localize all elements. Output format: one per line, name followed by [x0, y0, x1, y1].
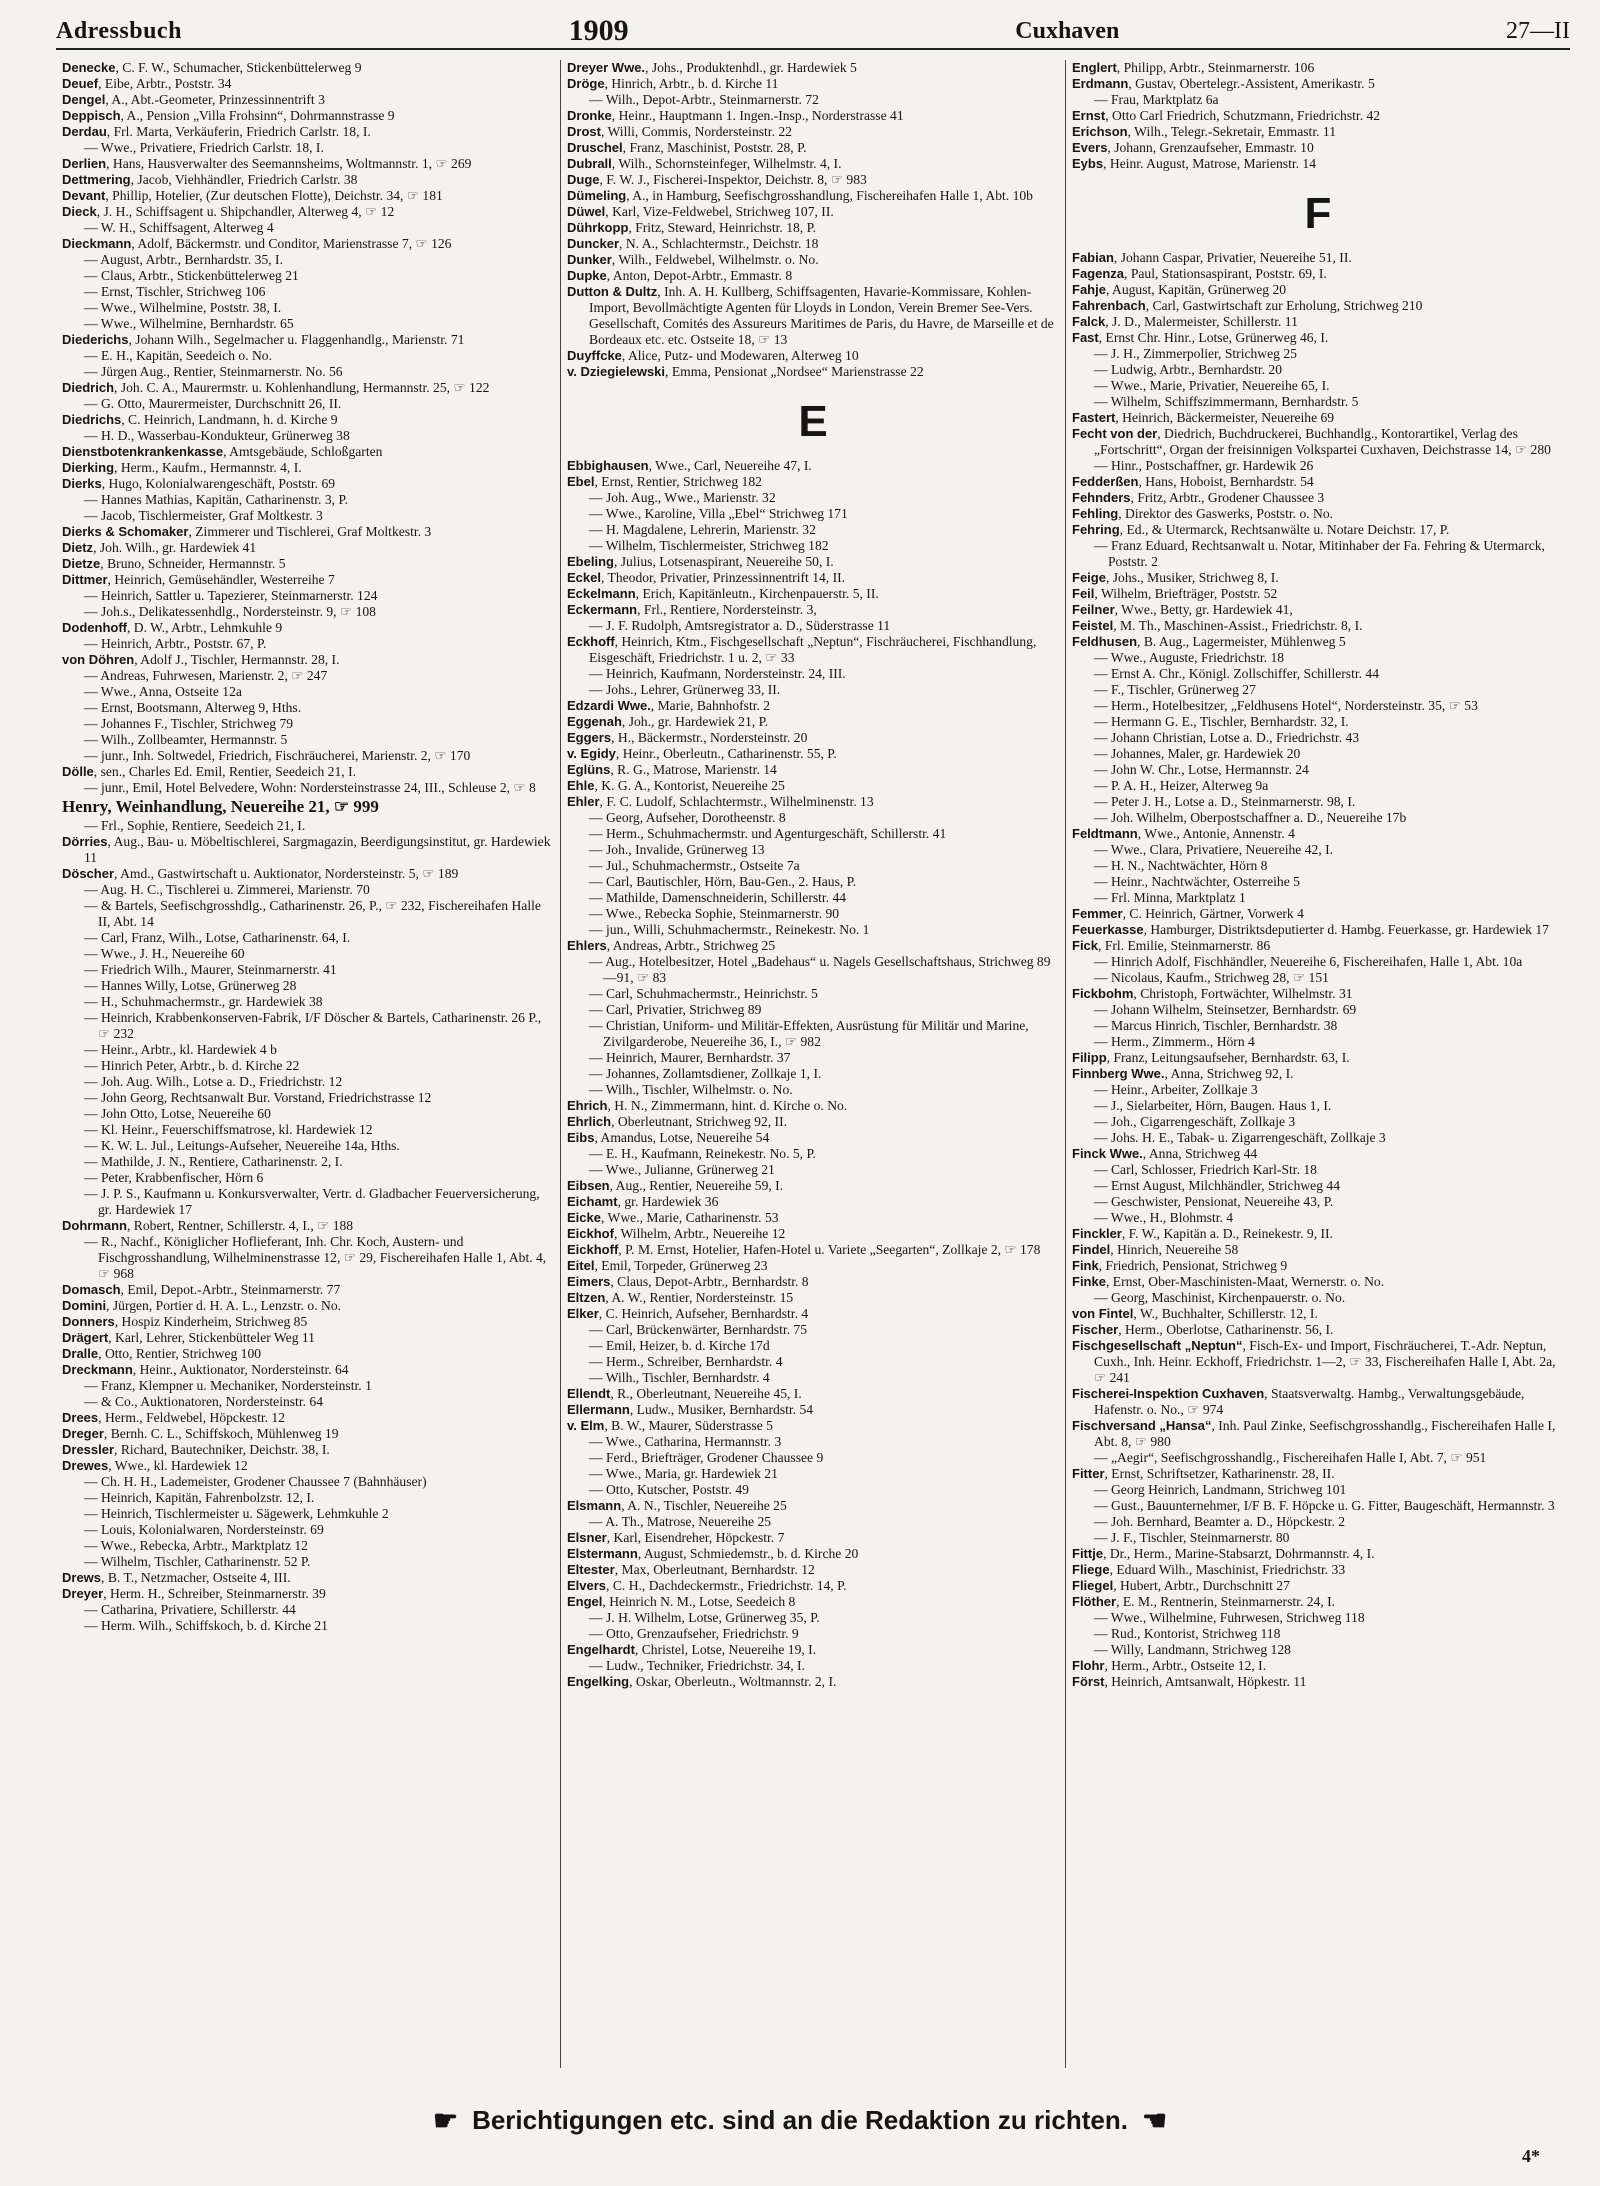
directory-entry: Elsner, Karl, Eisendreher, Höpckestr. 7	[567, 1530, 785, 1545]
directory-entry: Dörries, Aug., Bau- u. Möbeltischlerei, Sargmagazin, Beerdigungsinstitut, gr. Hardewiek 11	[62, 834, 551, 865]
directory-entry: Eggers, H., Bäckermstr., Nordersteinstr. 20	[567, 730, 808, 745]
directory-entry: Eggenah, Joh., gr. Hardewiek 21, P.	[567, 714, 769, 729]
directory-entry: Elstermann, August, Schmiedemstr., b. d. Kirche 20	[567, 1546, 859, 1561]
directory-entry: Eibsen, Aug., Rentier, Neuereihe 59, I.	[567, 1178, 784, 1193]
directory-entry: Dienstbotenkrankenkasse, Amtsgebäude, Schloßgarten	[62, 444, 383, 459]
directory-sub-entry: — Heinrich, Krabbenkonserven-Fabrik, I/F Döscher & Bartels, Catharinenstr. 26 P., ☞ 232	[84, 1010, 542, 1041]
directory-sub-entry: — Herm., Schuhmachermstr. und Agenturgeschäft, Schillerstr. 41	[589, 826, 947, 841]
directory-entry: Duncker, N. A., Schlachtermstr., Deichstr. 18	[567, 236, 819, 251]
directory-entry: Eickhof, Wilhelm, Arbtr., Neuereihe 12	[567, 1226, 786, 1241]
columns	[56, 60, 1570, 2068]
directory-sub-entry: — Otto, Grenzaufseher, Friedrichstr. 9	[589, 1626, 799, 1641]
directory-sub-entry: — Wilh., Depot-Arbtr., Steinmarnerstr. 72	[589, 92, 819, 107]
directory-entry: Fliegel, Hubert, Arbtr., Durchschnitt 27	[1072, 1578, 1290, 1593]
directory-entry: Fischgesellschaft „Neptun“, Fisch-Ex- und Import, Fischräucherei, T.-Adr. Neptun, Cuxh., Inh. Heinr. Eckhoff, Friedrichstr. 1—2, ☞ 33, Fischereihafen Halle I, Abt. 2a, ☞ 241	[1072, 1338, 1556, 1385]
directory-entry: Falck, J. D., Malermeister, Schillerstr. 11	[1072, 314, 1298, 329]
directory-sub-entry: — Ernst, Bootsmann, Alterweg 9, Hths.	[84, 700, 302, 715]
directory-entry: v. Dziegielewski, Emma, Pensionat „Nordsee“ Marienstrasse 22	[567, 364, 924, 379]
directory-entry: Finke, Ernst, Ober-Maschinisten-Maat, Wernerstr. o. No.	[1072, 1274, 1385, 1289]
directory-entry: Fischerei-Inspektion Cuxhaven, Staatsverwaltg. Hambg., Verwaltungsgebäude, Hafenstr. o. No., ☞ 974	[1072, 1386, 1525, 1417]
directory-sub-entry: — Hannes Mathias, Kapitän, Catharinenstr. 3, P.	[84, 492, 348, 507]
directory-sub-entry: — A. Th., Matrose, Neuereihe 25	[589, 1514, 772, 1529]
directory-entry: Eltzen, A. W., Rentier, Nordersteinstr. 15	[567, 1290, 794, 1305]
header-city: Cuxhaven	[1015, 17, 1120, 44]
directory-entry: Eimers, Claus, Depot-Arbtr., Bernhardstr. 8	[567, 1274, 809, 1289]
directory-sub-entry: — Carl, Schlosser, Friedrich Karl-Str. 18	[1094, 1162, 1317, 1177]
directory-entry: Fecht von der, Diedrich, Buchdruckerei, Buchhandlg., Kontorartikel, Verlag des „Fortschritt“, Organ der freisinnigen Volkspartei Cuxhaven, Deichstrasse 14, ☞ 280	[1072, 426, 1551, 457]
running-header	[56, 14, 1570, 50]
directory-sub-entry: — Wwe., Privatiere, Friedrich Carlstr. 18, I.	[84, 140, 324, 155]
directory-entry: Flohr, Herm., Arbtr., Ostseite 12, I.	[1072, 1658, 1267, 1673]
directory-entry: Ehle, K. G. A., Kontorist, Neuereihe 25	[567, 778, 785, 793]
directory-sub-entry: — J. F. Rudolph, Amtsregistrator a. D., Süderstrasse 11	[589, 618, 891, 633]
directory-entry: Fitter, Ernst, Schriftsetzer, Katharinenstr. 28, II.	[1072, 1466, 1335, 1481]
directory-sub-entry: — Otto, Kutscher, Poststr. 49	[589, 1482, 749, 1497]
directory-sub-entry: — Gust., Bauunternehmer, I/F B. F. Höpcke u. G. Fitter, Baugeschäft, Hermannstr. 3	[1094, 1498, 1555, 1513]
directory-entry: Domasch, Emil, Depot.-Arbtr., Steinmarnerstr. 77	[62, 1282, 341, 1297]
directory-sub-entry: — J. F., Tischler, Steinmarnerstr. 80	[1094, 1530, 1290, 1545]
directory-entry: Dengel, A., Abt.-Geometer, Prinzessinnentrift 3	[62, 92, 325, 107]
directory-sub-entry: — Joh., Cigarrengeschäft, Zollkaje 3	[1094, 1114, 1296, 1129]
directory-sub-entry: — Wilh., Zollbeamter, Hermannstr. 5	[84, 732, 288, 747]
directory-entry: Druschel, Franz, Maschinist, Poststr. 28, P.	[567, 140, 807, 155]
directory-entry: Denecke, C. F. W., Schumacher, Stickenbüttelerweg 9	[62, 60, 362, 75]
directory-entry: Ebbighausen, Wwe., Carl, Neuereihe 47, I.	[567, 458, 812, 473]
directory-entry: Ehlers, Andreas, Arbtr., Strichweg 25	[567, 938, 776, 953]
directory-entry: Eibs, Amandus, Lotse, Neuereihe 54	[567, 1130, 770, 1145]
directory-entry: Feistel, M. Th., Maschinen-Assist., Friedrichstr. 8, I.	[1072, 618, 1363, 633]
directory-sub-entry: — Wwe., Rebecka, Arbtr., Marktplatz 12	[84, 1538, 308, 1553]
directory-sub-entry: — John Otto, Lotse, Neuereihe 60	[84, 1106, 271, 1121]
directory-sub-entry: — Wwe., Wilhelmine, Fuhrwesen, Strichweg 118	[1094, 1610, 1365, 1625]
directory-entry: Engelhardt, Christel, Lotse, Neuereihe 19, I.	[567, 1642, 817, 1657]
directory-sub-entry: — Mathilde, Damenschneiderin, Schillerstr. 44	[589, 890, 847, 905]
directory-sub-entry: — Wwe., Wilhelmine, Bernhardstr. 65	[84, 316, 294, 331]
directory-entry: Eltester, Max, Oberleutnant, Bernhardstr. 12	[567, 1562, 815, 1577]
directory-entry: Flöther, E. M., Rentnerin, Steinmarnerstr. 24, I.	[1072, 1594, 1336, 1609]
directory-sub-entry: — Herm., Zimmerm., Hörn 4	[1094, 1034, 1255, 1049]
directory-entry: Evers, Johann, Grenzaufseher, Emmastr. 10	[1072, 140, 1314, 155]
directory-sub-entry: — F., Tischler, Grünerweg 27	[1094, 682, 1256, 697]
directory-sub-entry: — G. Otto, Maurermeister, Durchschnitt 26, II.	[84, 396, 342, 411]
directory-sub-entry: — Johannes F., Tischler, Strichweg 79	[84, 716, 294, 731]
directory-sub-entry: — Heinrich, Maurer, Bernhardstr. 37	[589, 1050, 791, 1065]
directory-sub-entry: — Peter, Krabbenfischer, Hörn 6	[84, 1170, 264, 1185]
directory-entry: Drews, B. T., Netzmacher, Ostseite 4, III.	[62, 1570, 291, 1585]
directory-entry: Drost, Willi, Commis, Nordersteinstr. 22	[567, 124, 792, 139]
directory-sub-entry: — John W. Chr., Lotse, Hermannstr. 24	[1094, 762, 1309, 777]
directory-sub-entry: — Wilh., Tischler, Wilhelmstr. o. No.	[589, 1082, 793, 1097]
directory-entry: Drewes, Wwe., kl. Hardewiek 12	[62, 1458, 248, 1473]
directory-sub-entry: — Heinr., Arbtr., kl. Hardewiek 4 b	[84, 1042, 277, 1057]
directory-sub-entry: — Claus, Arbtr., Stickenbüttelerweg 21	[84, 268, 299, 283]
directory-sub-entry: — Wwe., Auguste, Friedrichstr. 18	[1094, 650, 1285, 665]
directory-entry: Ehrlich, Oberleutnant, Strichweg 92, II.	[567, 1114, 787, 1129]
directory-sub-entry: — Heinrich, Sattler u. Tapezierer, Steinmarnerstr. 124	[84, 588, 378, 603]
directory-sub-entry: — Wwe., Rebecka Sophie, Steinmarnerstr. 90	[589, 906, 840, 921]
directory-sub-entry: — Rud., Kontorist, Strichweg 118	[1094, 1626, 1281, 1641]
directory-entry: Dietz, Joh. Wilh., gr. Hardewiek 41	[62, 540, 257, 555]
directory-sub-entry: — Ernst, Tischler, Strichweg 106	[84, 284, 266, 299]
directory-entry: Eckel, Theodor, Privatier, Prinzessinnentrift 14, II.	[567, 570, 846, 585]
directory-sub-entry: — Jacob, Tischlermeister, Graf Moltkestr. 3	[84, 508, 323, 523]
directory-sub-entry: — Georg Heinrich, Landmann, Strichweg 101	[1094, 1482, 1347, 1497]
directory-sub-entry: — Andreas, Fuhrwesen, Marienstr. 2, ☞ 247	[84, 668, 328, 683]
directory-entry: Elsmann, A. N., Tischler, Neuereihe 25	[567, 1498, 787, 1513]
directory-entry: Fischversand „Hansa“, Inh. Paul Zinke, Seefischgrosshandlg., Fischereihafen Halle I, Abt. 8, ☞ 980	[1072, 1418, 1556, 1449]
directory-sub-entry: — Heinrich, Kapitän, Fahrenbolzstr. 12, I.	[84, 1490, 315, 1505]
directory-entry: Fickbohm, Christoph, Fortwächter, Wilhelmstr. 31	[1072, 986, 1353, 1001]
directory-entry: Dronke, Heinr., Hauptmann 1. Ingen.-Insp., Norderstrasse 41	[567, 108, 904, 123]
directory-entry: Feldhusen, B. Aug., Lagermeister, Mühlenweg 5	[1072, 634, 1346, 649]
directory-sub-entry: — Wwe., Wilhelmine, Poststr. 38, I.	[84, 300, 282, 315]
directory-entry: Dettmering, Jacob, Viehhändler, Friedrich Carlstr. 38	[62, 172, 358, 187]
directory-sub-entry: — J. P. S., Kaufmann u. Konkursverwalter, Vertr. d. Gladbacher Feuerversicherung, gr. Hardewiek 17	[84, 1186, 540, 1217]
directory-sub-entry: — Frau, Marktplatz 6a	[1094, 92, 1219, 107]
directory-entry: Erdmann, Gustav, Obertelegr.-Assistent, Amerikastr. 5	[1072, 76, 1375, 91]
column-2	[560, 60, 1065, 2068]
directory-sub-entry: — Herm., Schreiber, Bernhardstr. 4	[589, 1354, 783, 1369]
directory-entry: Fabian, Johann Caspar, Privatier, Neuereihe 51, II.	[1072, 250, 1352, 265]
directory-entry: Dunker, Wilh., Feldwebel, Wilhelmstr. o. No.	[567, 252, 819, 267]
directory-sub-entry: — H., Schuhmachermstr., gr. Hardewiek 38	[84, 994, 323, 1009]
directory-sub-entry: — Jul., Schuhmachermstr., Ostseite 7a	[589, 858, 800, 873]
directory-entry: Eichamt, gr. Hardewiek 36	[567, 1194, 719, 1209]
directory-sub-entry: — Wwe., Clara, Privatiere, Neuereihe 42, I.	[1094, 842, 1334, 857]
directory-sub-entry: — Wilhelm, Tischler, Catharinenstr. 52 P.	[84, 1554, 311, 1569]
directory-sub-entry: — Ernst August, Milchhändler, Strichweg 44	[1094, 1178, 1341, 1193]
directory-entry: Dreyer, Herm. H., Schreiber, Steinmarnerstr. 39	[62, 1586, 326, 1601]
directory-sub-entry: — Herm., Hotelbesitzer, „Feldhusens Hotel“, Nordersteinstr. 35, ☞ 53	[1094, 698, 1478, 713]
directory-entry: Fittje, Dr., Herm., Marine-Stabsarzt, Dohrmannstr. 4, I.	[1072, 1546, 1375, 1561]
directory-sub-entry: — Franz, Klempner u. Mechaniker, Nordersteinstr. 1	[84, 1378, 372, 1393]
column-3	[1065, 60, 1570, 2068]
directory-sub-entry: — Carl, Schuhmachermstr., Heinrichstr. 5	[589, 986, 818, 1001]
footer-note	[0, 2100, 1600, 2140]
directory-entry: Feldtmann, Wwe., Antonie, Annenstr. 4	[1072, 826, 1295, 841]
directory-entry: Dietze, Bruno, Schneider, Hermannstr. 5	[62, 556, 286, 571]
directory-entry: Ehler, F. C. Ludolf, Schlachtermstr., Wilhelminenstr. 13	[567, 794, 874, 809]
directory-entry: Erichson, Wilh., Telegr.-Sekretair, Emmastr. 11	[1072, 124, 1336, 139]
directory-sub-entry: — Johann Christian, Lotse a. D., Friedrichstr. 43	[1094, 730, 1360, 745]
directory-sub-entry: — Frl. Minna, Marktplatz 1	[1094, 890, 1246, 905]
directory-sub-entry: — Joh. Bernhard, Beamter a. D., Höpckestr. 2	[1094, 1514, 1346, 1529]
directory-entry: Elvers, C. H., Dachdeckermstr., Friedrichstr. 14, P.	[567, 1578, 847, 1593]
directory-entry: Ellermann, Ludw., Musiker, Bernhardstr. 54	[567, 1402, 814, 1417]
directory-entry: Finck Wwe., Anna, Strichweg 44	[1072, 1146, 1258, 1161]
directory-sub-entry: — Carl, Privatier, Strichweg 89	[589, 1002, 762, 1017]
directory-entry: Deppisch, A., Pension „Villa Frohsinn“, Dohrmannstrasse 9	[62, 108, 395, 123]
directory-sub-entry: — Ferd., Briefträger, Grodener Chaussee 9	[589, 1450, 824, 1465]
directory-sub-entry: — Wwe., Maria, gr. Hardewiek 21	[589, 1466, 778, 1481]
directory-sub-entry: — Wilh., Tischler, Bernhardstr. 4	[589, 1370, 770, 1385]
directory-entry: Först, Heinrich, Amtsanwalt, Höpkestr. 11	[1072, 1674, 1307, 1689]
directory-sub-entry: — Hinrich Peter, Arbtr., b. d. Kirche 22	[84, 1058, 300, 1073]
directory-entry: Dröge, Hinrich, Arbtr., b. d. Kirche 11	[567, 76, 779, 91]
directory-entry: Dodenhoff, D. W., Arbtr., Lehmkuhle 9	[62, 620, 283, 635]
directory-sub-entry: — Johannes, Zollamtsdiener, Zollkaje 1, I.	[589, 1066, 822, 1081]
directory-sub-entry: — „Aegir“, Seefischgrosshandlg., Fischereihafen Halle I, Abt. 7, ☞ 951	[1094, 1450, 1487, 1465]
directory-sub-entry: — Hermann G. E., Tischler, Bernhardstr. 32, I.	[1094, 714, 1349, 729]
directory-entry: Fehring, Ed., & Utermarck, Rechtsanwälte u. Notare Deichstr. 17, P.	[1072, 522, 1450, 537]
directory-sub-entry: — Joh. Wilhelm, Oberpostschaffner a. D., Neuereihe 17b	[1094, 810, 1407, 825]
directory-sub-entry: — Wwe., J. H., Neuereihe 60	[84, 946, 245, 961]
directory-entry: Findel, Hinrich, Neuereihe 58	[1072, 1242, 1239, 1257]
directory-sub-entry: — Joh.s., Delikatessenhdlg., Nordersteinstr. 9, ☞ 108	[84, 604, 376, 619]
directory-entry: Feil, Wilhelm, Briefträger, Poststr. 52	[1072, 586, 1278, 601]
directory-entry: Donners, Hospiz Kinderheim, Strichweg 85	[62, 1314, 308, 1329]
pointing-hand-left-icon: ☚	[1141, 2104, 1168, 2136]
directory-entry: Drees, Herm., Feldwebel, Höpckestr. 12	[62, 1410, 286, 1425]
directory-entry: Ebeling, Julius, Lotsenaspirant, Neuereihe 50, I.	[567, 554, 834, 569]
directory-entry: Edzardi Wwe., Marie, Bahnhofstr. 2	[567, 698, 771, 713]
directory-sub-entry: — jun., Willi, Schuhmachermstr., Reinekestr. No. 1	[589, 922, 870, 937]
directory-sub-entry: — Heinrich, Arbtr., Poststr. 67, P.	[84, 636, 267, 651]
directory-entry: Drägert, Karl, Lehrer, Stickenbütteler Weg 11	[62, 1330, 315, 1345]
directory-entry: Dubrall, Wilh., Schornsteinfeger, Wilhelmstr. 4, I.	[567, 156, 842, 171]
directory-entry: Duge, F. W. J., Fischerei-Inspektor, Deichstr. 8, ☞ 983	[567, 172, 867, 187]
directory-sub-entry: — Georg, Aufseher, Dorotheenstr. 8	[589, 810, 786, 825]
directory-sub-entry: — Kl. Heinr., Feuerschiffsmatrose, kl. Hardewiek 12	[84, 1122, 373, 1137]
directory-sub-entry: — Johs. H. E., Tabak- u. Zigarrengeschäft, Zollkaje 3	[1094, 1130, 1386, 1145]
directory-entry: von Fintel, W., Buchhalter, Schillerstr. 12, I.	[1072, 1306, 1318, 1321]
directory-sub-entry: — Ludw., Techniker, Friedrichstr. 34, I.	[589, 1658, 805, 1673]
directory-entry: Duyffcke, Alice, Putz- und Modewaren, Alterweg 10	[567, 348, 859, 363]
directory-sub-entry: — August, Arbtr., Bernhardstr. 35, I.	[84, 252, 283, 267]
directory-entry: Ehrich, H. N., Zimmermann, hint. d. Kirche o. No.	[567, 1098, 848, 1113]
directory-entry: Düwel, Karl, Vize-Feldwebel, Strichweg 107, II.	[567, 204, 834, 219]
directory-entry: Dressler, Richard, Bautechniker, Deichstr. 38, I.	[62, 1442, 330, 1457]
directory-entry: Fahrenbach, Carl, Gastwirtschaft zur Erholung, Strichweg 210	[1072, 298, 1423, 313]
directory-sub-entry: — Aug. H. C., Tischlerei u. Zimmerei, Marienstr. 70	[84, 882, 370, 897]
directory-sub-entry: — Joh. Aug. Wilh., Lotse a. D., Friedrichstr. 12	[84, 1074, 343, 1089]
directory-entry: Feige, Johs., Musiker, Strichweg 8, I.	[1072, 570, 1279, 585]
directory-entry: Fliege, Eduard Wilh., Maschinist, Friedrichstr. 33	[1072, 1562, 1346, 1577]
directory-entry: Diederichs, Johann Wilh., Segelmacher u. Flaggenhandlg., Marienstr. 71	[62, 332, 465, 347]
page-number: 4*	[1522, 2146, 1540, 2166]
directory-sub-entry: — Wilhelm, Tischlermeister, Strichweg 182	[589, 538, 829, 553]
directory-entry: Deuef, Eibe, Arbtr., Poststr. 34	[62, 76, 232, 91]
directory-entry: Fagenza, Paul, Stationsaspirant, Poststr. 69, I.	[1072, 266, 1327, 281]
directory-entry: Dreckmann, Heinr., Auktionator, Nordersteinstr. 64	[62, 1362, 349, 1377]
directory-sub-entry: — Wwe., Julianne, Grünerweg 21	[589, 1162, 775, 1177]
directory-sub-entry: — Joh., Invalide, Grünerweg 13	[589, 842, 765, 857]
directory-entry: Dümeling, A., in Hamburg, Seefischgrosshandlung, Fischereihafen Halle 1, Abt. 10b	[567, 188, 1033, 203]
directory-sub-entry: — Mathilde, J. N., Rentiere, Catharinenstr. 2, I.	[84, 1154, 343, 1169]
directory-entry: Diedrich, Joh. C. A., Maurermstr. u. Kohlenhandlung, Hermannstr. 25, ☞ 122	[62, 380, 490, 395]
directory-sub-entry: — Wwe., Karoline, Villa „Ebel“ Strichweg 171	[589, 506, 848, 521]
directory-entry: von Döhren, Adolf J., Tischler, Hermannstr. 28, I.	[62, 652, 340, 667]
footer-text: Berichtigungen etc. sind an die Redaktion zu richten.	[472, 2104, 1128, 2135]
directory-sub-entry: — H. N., Nachtwächter, Hörn 8	[1094, 858, 1268, 873]
directory-entry: Ellendt, R., Oberleutnant, Neuereihe 45, I.	[567, 1386, 802, 1401]
section-letter: E	[798, 397, 828, 446]
directory-sub-entry: — Heinr., Nachtwächter, Osterreihe 5	[1094, 874, 1300, 889]
directory-entry: Dieckmann, Adolf, Bäckermstr. und Conditor, Marienstrasse 7, ☞ 126	[62, 236, 452, 251]
directory-entry: Dierks & Schomaker, Zimmerer und Tischlerei, Graf Moltkestr. 3	[62, 524, 432, 539]
directory-sub-entry: — & Bartels, Seefischgrosshdlg., Catharinenstr. 26, P., ☞ 232, Fischereihafen Halle II, Abt. 14	[84, 898, 541, 929]
directory-entry: Dutton & Dultz, Inh. A. H. Kullberg, Schiffsagenten, Havarie-Kommissare, Kohlen-Import, Bevollmächtigte Agenten für Lloyds in London, Verein Bremer See-Vers. Gesellschaft, Comités des Assureurs Maritimes de Paris, du Havre, de Marseille et de Bordeaux etc. etc. Ostseite 18, ☞ 13	[567, 284, 1054, 347]
directory-sub-entry: — Louis, Kolonialwaren, Nordersteinstr. 69	[84, 1522, 324, 1537]
directory-entry: v. Egidy, Heinr., Oberleutn., Catharinenstr. 55, P.	[567, 746, 837, 761]
directory-entry: Fehnders, Fritz, Arbtr., Grodener Chaussee 3	[1072, 490, 1325, 505]
header-year: 1909	[568, 14, 629, 47]
directory-entry: Dohrmann, Robert, Rentner, Schillerstr. 4, I., ☞ 188	[62, 1218, 354, 1233]
directory-sub-entry: — H. D., Wasserbau-Kondukteur, Grünerweg 38	[84, 428, 350, 443]
directory-sub-entry: — Wilhelm, Schiffszimmermann, Bernhardstr. 5	[1094, 394, 1359, 409]
directory-entry: Eitel, Emil, Torpeder, Grünerweg 23	[567, 1258, 768, 1273]
directory-entry: Femmer, C. Heinrich, Gärtner, Vorwerk 4	[1072, 906, 1304, 921]
directory-entry: Dührkopp, Fritz, Steward, Heinrichstr. 18, P.	[567, 220, 817, 235]
directory-sub-entry: — Geschwister, Pensionat, Neuereihe 43, P.	[1094, 1194, 1334, 1209]
pointing-hand-right-icon: ☛	[432, 2104, 459, 2136]
directory-entry: Diedrichs, C. Heinrich, Landmann, h. d. Kirche 9	[62, 412, 338, 427]
directory-entry: Ebel, Ernst, Rentier, Strichweg 182	[567, 474, 762, 489]
directory-entry: Devant, Phillip, Hotelier, (Zur deutschen Flotte), Deichstr. 34, ☞ 181	[62, 188, 443, 203]
directory-sub-entry: — Aug., Hotelbesitzer, Hotel „Badehaus“ u. Nagels Gesellschaftshaus, Strichweg 89—91, ☞ 83	[589, 954, 1051, 985]
directory-entry: Fick, Frl. Emilie, Steinmarnerstr. 86	[1072, 938, 1271, 953]
directory-sub-entry: — K. W. L. Jul., Leitungs-Aufseher, Neuereihe 14a, Hths.	[84, 1138, 400, 1153]
directory-sub-entry: — junr., Inh. Soltwedel, Friedrich, Fischräucherei, Marienstr. 2, ☞ 170	[84, 748, 471, 763]
directory-sub-entry: — W. H., Schiffsagent, Alterweg 4	[84, 220, 274, 235]
directory-entry: Dieck, J. H., Schiffsagent u. Shipchandler, Alterweg 4, ☞ 12	[62, 204, 395, 219]
column-1	[56, 60, 560, 2068]
directory-entry: Fastert, Heinrich, Bäckermeister, Neuereihe 69	[1072, 410, 1335, 425]
directory-sub-entry: — J., Sielarbeiter, Hörn, Baugen. Haus 1, I.	[1094, 1098, 1332, 1113]
directory-sub-entry: — Hannes Willy, Lotse, Grünerweg 28	[84, 978, 297, 993]
directory-entry: Henry, Weinhandlung, Neuereihe 21, ☞ 999	[62, 797, 379, 816]
directory-sub-entry: — Catharina, Privatiere, Schillerstr. 44	[84, 1602, 296, 1617]
section-letter: F	[1304, 189, 1332, 238]
directory-entry: Fischer, Herm., Oberlotse, Catharinenstr. 56, I.	[1072, 1322, 1334, 1337]
directory-entry: Dralle, Otto, Rentier, Strichweg 100	[62, 1346, 262, 1361]
directory-sub-entry: — E. H., Kaufmann, Reinekestr. No. 5, P.	[589, 1146, 816, 1161]
directory-entry: Finnberg Wwe., Anna, Strichweg 92, I.	[1072, 1066, 1294, 1081]
directory-entry: Engel, Heinrich N. M., Lotse, Seedeich 8	[567, 1594, 796, 1609]
directory-sub-entry: — P. A. H., Heizer, Alterweg 9a	[1094, 778, 1269, 793]
directory-sub-entry: — Carl, Franz, Wilh., Lotse, Catharinenstr. 64, I.	[84, 930, 351, 945]
directory-sub-entry: — H. Magdalene, Lehrerin, Marienstr. 32	[589, 522, 816, 537]
directory-entry: Eglüns, R. G., Matrose, Marienstr. 14	[567, 762, 777, 777]
directory-sub-entry: — Herm. Wilh., Schiffskoch, b. d. Kirche 21	[84, 1618, 328, 1633]
directory-sub-entry: — Hinr., Postschaffner, gr. Hardewik 26	[1094, 458, 1314, 473]
directory-entry: Fehling, Direktor des Gaswerks, Poststr. o. No.	[1072, 506, 1334, 521]
directory-entry: Ernst, Otto Carl Friedrich, Schutzmann, Friedrichstr. 42	[1072, 108, 1381, 123]
directory-entry: Englert, Philipp, Arbtr., Steinmarnerstr. 106	[1072, 60, 1315, 75]
directory-entry: Eckermann, Frl., Rentiere, Nordersteinstr. 3,	[567, 602, 817, 617]
directory-sub-entry: — Friedrich Wilh., Maurer, Steinmarnerstr. 41	[84, 962, 337, 977]
directory-sub-entry: — Johannes, Maler, gr. Hardewiek 20	[1094, 746, 1301, 761]
directory-sub-entry: — Carl, Brückenwärter, Bernhardstr. 75	[589, 1322, 808, 1337]
directory-sub-entry: — Ch. H. H., Lademeister, Grodener Chaussee 7 (Bahnhäuser)	[84, 1474, 427, 1489]
directory-entry: Feilner, Wwe., Betty, gr. Hardewiek 41,	[1072, 602, 1293, 617]
directory-entry: Fast, Ernst Chr. Hinr., Lotse, Grünerweg 46, I.	[1072, 330, 1329, 345]
directory-entry: Derlien, Hans, Hausverwalter des Seemannsheims, Woltmannstr. 1, ☞ 269	[62, 156, 472, 171]
directory-sub-entry: — Ernst A. Chr., Königl. Zollschiffer, Schillerstr. 44	[1094, 666, 1380, 681]
directory-sub-entry: — Johann Wilhelm, Steinsetzer, Bernhardstr. 69	[1094, 1002, 1357, 1017]
directory-entry: Dupke, Anton, Depot-Arbtr., Emmastr. 8	[567, 268, 793, 283]
directory-entry: Eicke, Wwe., Marie, Catharinenstr. 53	[567, 1210, 779, 1225]
directory-sub-entry: — Jürgen Aug., Rentier, Steinmarnerstr. No. 56	[84, 364, 343, 379]
directory-sub-entry: — E. H., Kapitän, Seedeich o. No.	[84, 348, 273, 363]
directory-sub-entry: — John Georg, Rechtsanwalt Bur. Vorstand, Friedrichstrasse 12	[84, 1090, 432, 1105]
header-page: 27—II	[1505, 17, 1570, 44]
directory-entry: Dierks, Hugo, Kolonialwarengeschäft, Poststr. 69	[62, 476, 336, 491]
directory-sub-entry: — Johs., Lehrer, Grünerweg 33, II.	[589, 682, 781, 697]
directory-sub-entry: — Heinrich, Tischlermeister u. Sägewerk, Lehmkuhle 2	[84, 1506, 389, 1521]
directory-entry: Finckler, F. W., Kapitän a. D., Reinekestr. 9, II.	[1072, 1226, 1333, 1241]
directory-sub-entry: — R., Nachf., Königlicher Hoflieferant, Inh. Chr. Koch, Austern- und Fischgrosshandlung, Wilhelminenstrasse 12, ☞ 29, Fischereihafen Halle 1, Abt. 4, ☞ 968	[84, 1234, 547, 1281]
directory-sub-entry: — Hinrich Adolf, Fischhändler, Neuereihe 6, Fischereihafen, Halle 1, Abt. 10a	[1094, 954, 1523, 969]
directory-entry: Fahje, August, Kapitän, Grünerweg 20	[1072, 282, 1287, 297]
directory-entry: Fedderßen, Hans, Hoboist, Bernhardstr. 54	[1072, 474, 1314, 489]
directory-entry: Eckelmann, Erich, Kapitänleutn., Kirchenpauerstr. 5, II.	[567, 586, 879, 601]
directory-sub-entry: — Heinr., Arbeiter, Zollkaje 3	[1094, 1082, 1258, 1097]
directory-sub-entry: — Peter J. H., Lotse a. D., Steinmarnerstr. 98, I.	[1094, 794, 1356, 809]
directory-sub-entry: — & Co., Auktionatoren, Nordersteinstr. 64	[84, 1394, 323, 1409]
header-title: Adressbuch	[56, 17, 182, 44]
directory-sub-entry: — Wwe., Anna, Ostseite 12a	[84, 684, 242, 699]
directory-entry: Elker, C. Heinrich, Aufseher, Bernhardstr. 4	[567, 1306, 809, 1321]
directory-sub-entry: — Ludwig, Arbtr., Bernhardstr. 20	[1094, 362, 1283, 377]
directory-sub-entry: — Nicolaus, Kaufm., Strichweg 28, ☞ 151	[1094, 970, 1329, 985]
directory-sub-entry: — Christian, Uniform- und Militär-Effekten, Ausrüstung für Militär und Marine, Zivilgarderobe, Neuereihe 36, I., ☞ 982	[589, 1018, 1029, 1049]
directory-sub-entry: — Wwe., Marie, Privatier, Neuereihe 65, I.	[1094, 378, 1330, 393]
directory-entry: Domini, Jürgen, Portier d. H. A. L., Lenzstr. o. No.	[62, 1298, 342, 1313]
directory-entry: Dölle, sen., Charles Ed. Emil, Rentier, Seedeich 21, I.	[62, 764, 357, 779]
directory-sub-entry: — Franz Eduard, Rechtsanwalt u. Notar, Mitinhaber der Fa. Fehring & Utermarck, Poststr. 2	[1094, 538, 1545, 569]
directory-entry: Dierking, Herm., Kaufm., Hermannstr. 4, I.	[62, 460, 302, 475]
directory-entry: Feuerkasse, Hamburger, Distriktsdeputierter d. Hambg. Feuerkasse, gr. Hardewiek 17	[1072, 922, 1549, 937]
directory-sub-entry: — J. H. Wilhelm, Lotse, Grünerweg 35, P.	[589, 1610, 820, 1625]
directory-entry: Eybs, Heinr. August, Matrose, Marienstr. 14	[1072, 156, 1317, 171]
directory-entry: Döscher, Amd., Gastwirtschaft u. Auktionator, Nordersteinstr. 5, ☞ 189	[62, 866, 459, 881]
directory-entry: Eckhoff, Heinrich, Ktm., Fischgesellschaft „Neptun“, Fischräucherei, Fischhandlung, Eisgeschäft, Friedrichstr. 1 u. 2, ☞ 33	[567, 634, 1037, 665]
directory-entry: Dreyer Wwe., Johs., Produktenhdl., gr. Hardewiek 5	[567, 60, 857, 75]
directory-sub-entry: — Joh. Aug., Wwe., Marienstr. 32	[589, 490, 776, 505]
directory-entry: Fink, Friedrich, Pensionat, Strichweg 9	[1072, 1258, 1288, 1273]
directory-sub-entry: — Wwe., Catharina, Hermannstr. 3	[589, 1434, 782, 1449]
directory-sub-entry: — Carl, Bautischler, Hörn, Bau-Gen., 2. Haus, P.	[589, 874, 857, 889]
directory-sub-entry: — junr., Emil, Hotel Belvedere, Wohn: Nordersteinstrasse 24, III., Schleuse 2, ☞ 8	[84, 780, 536, 795]
directory-sub-entry: — Emil, Heizer, b. d. Kirche 17d	[589, 1338, 770, 1353]
directory-entry: Eickhoff, P. M. Ernst, Hotelier, Hafen-Hotel u. Variete „Seegarten“, Zollkaje 2, ☞ 178	[567, 1242, 1041, 1257]
directory-sub-entry: — Marcus Hinrich, Tischler, Bernhardstr. 38	[1094, 1018, 1338, 1033]
directory-entry: Engelking, Oskar, Oberleutn., Woltmannstr. 2, I.	[567, 1674, 837, 1689]
directory-sub-entry: — Frl., Sophie, Rentiere, Seedeich 21, I.	[84, 818, 306, 833]
directory-entry: v. Elm, B. W., Maurer, Süderstrasse 5	[567, 1418, 773, 1433]
directory-sub-entry: — Heinrich, Kaufmann, Nordersteinstr. 24, III.	[589, 666, 846, 681]
directory-entry: Dittmer, Heinrich, Gemüsehändler, Westerreihe 7	[62, 572, 335, 587]
directory-entry: Dreger, Bernh. C. L., Schiffskoch, Mühlenweg 19	[62, 1426, 339, 1441]
directory-entry: Filipp, Franz, Leitungsaufseher, Bernhardstr. 63, I.	[1072, 1050, 1350, 1065]
directory-sub-entry: — Wwe., H., Blohmstr. 4	[1094, 1210, 1234, 1225]
directory-sub-entry: — Willy, Landmann, Strichweg 128	[1094, 1642, 1291, 1657]
directory-sub-entry: — Georg, Maschinist, Kirchenpauerstr. o. No.	[1094, 1290, 1346, 1305]
directory-sub-entry: — J. H., Zimmerpolier, Strichweg 25	[1094, 346, 1297, 361]
directory-entry: Derdau, Frl. Marta, Verkäuferin, Friedrich Carlstr. 18, I.	[62, 124, 371, 139]
